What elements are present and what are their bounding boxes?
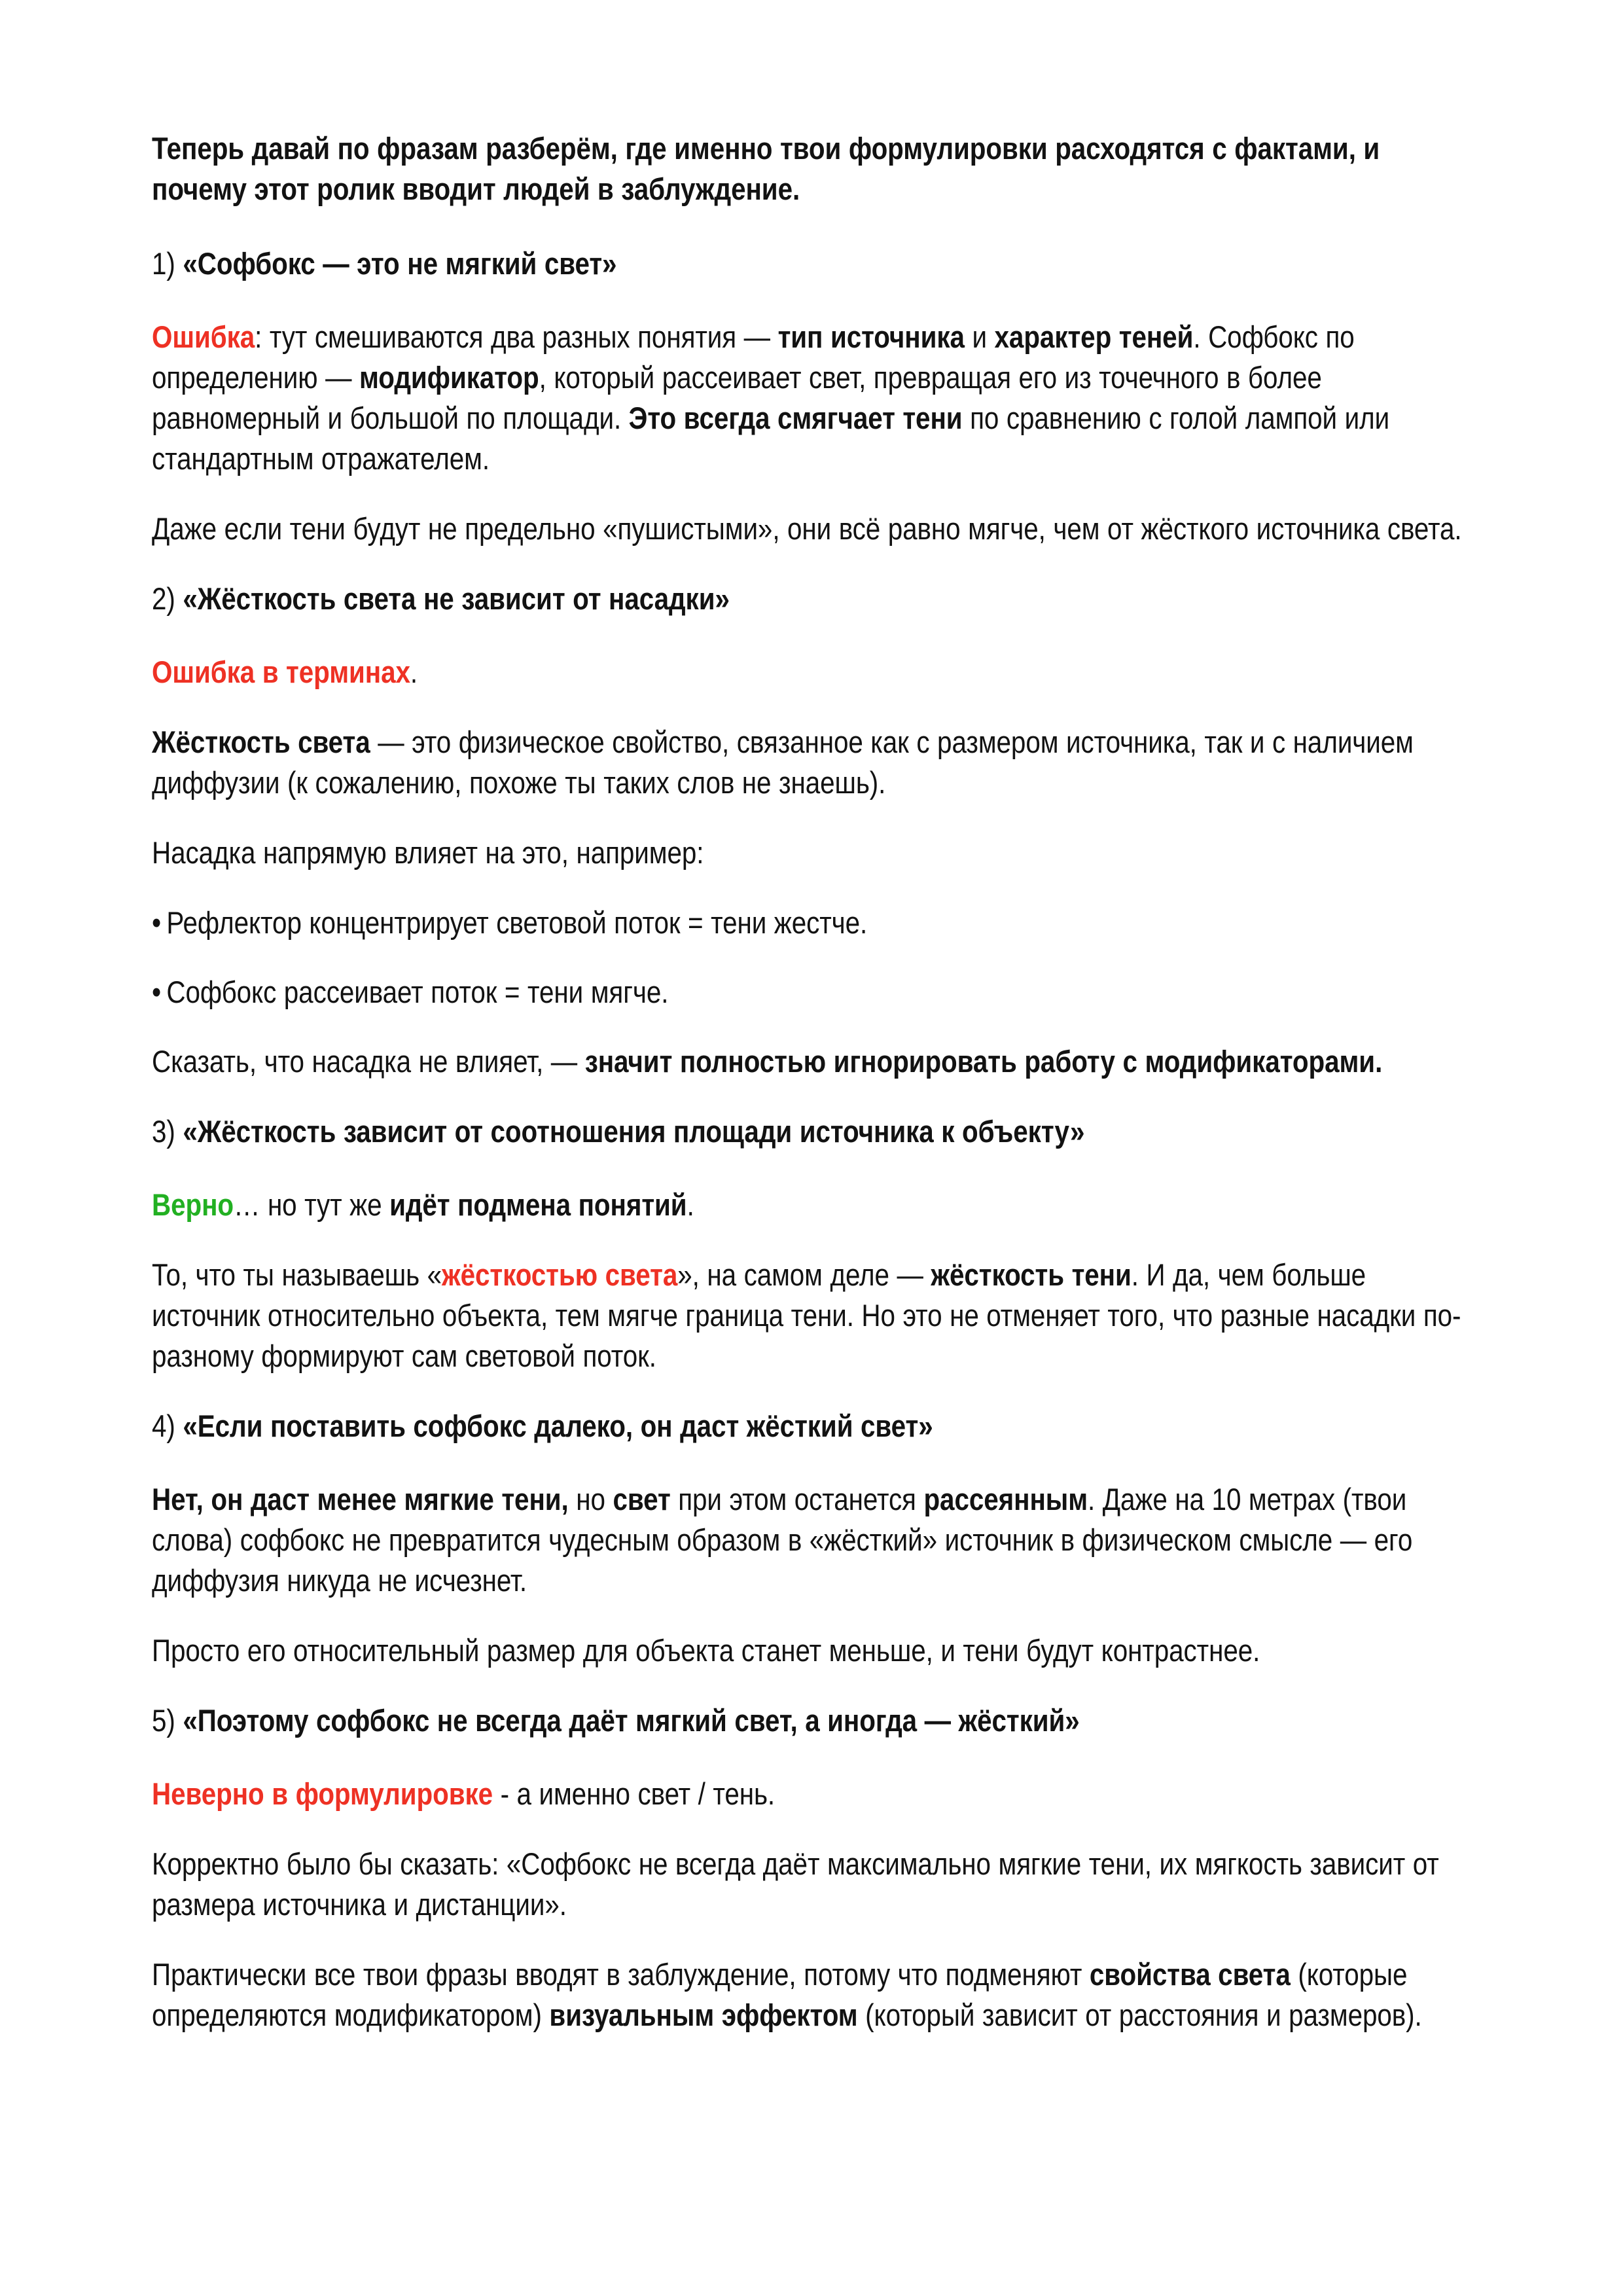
lead-text: Теперь давай по фразам разберём, где именно твои формулировки расходятся с фактами, и почему этот ролик вводит людей в заблуждение. <box>152 131 1380 206</box>
p2b-bold1: Жёсткость света <box>152 725 370 759</box>
p1a-bold2: характер теней <box>994 319 1194 354</box>
p1a-bold4: Это всегда смягчает тени <box>628 401 963 435</box>
p2a-period: . <box>410 655 418 689</box>
p4a-seg2: при этом останется <box>670 1482 924 1516</box>
p2b-seg1: — это физическое свойство, связанное как с размером источника, так и с наличием диффузии (к сожалению, похоже ты таких слов не знаешь). <box>152 725 1414 800</box>
section-2-error-line <box>152 652 1472 692</box>
correct-label-3: Верно <box>152 1187 234 1222</box>
section-3-number: 3) <box>152 1114 183 1149</box>
section-2-paragraph-c <box>152 833 1472 873</box>
error-label-1: Ошибка <box>152 319 255 354</box>
section-5-error-line <box>152 1774 1472 1814</box>
p1a-seg2: и <box>964 319 995 354</box>
error-label-2: Ошибка в терминах <box>152 655 410 689</box>
p5c-seg2: (которые определяются модификатором) <box>152 1957 1408 2032</box>
section-3-quote-open: « <box>183 1114 198 1149</box>
p3a-bold1: идёт подмена понятий <box>389 1187 687 1222</box>
section-1-paragraph-a <box>152 317 1472 479</box>
p4a-seg3: . Даже на 10 метрах (твои слова) софбокс не превратится чудесным образом в «жёсткий» источник в физическом смысле — его диффузия никуда не исчезнет. <box>152 1482 1413 1598</box>
section-2-heading <box>152 579 1472 619</box>
p3b-red1: жёсткостью света <box>442 1257 678 1292</box>
section-5-paragraph-b <box>152 1844 1472 1925</box>
error-label-5: Неверно в формулировке <box>152 1776 493 1811</box>
section-3-heading <box>152 1111 1472 1152</box>
section-1-quote-close: » <box>602 246 617 281</box>
lead-paragraph <box>152 128 1472 209</box>
p3a-seg1: … но тут же <box>234 1187 390 1222</box>
section-5-title: Поэтому софбокс не всегда даёт мягкий свет, а иногда — жёсткий <box>197 1703 1065 1738</box>
bullet-text-1: Рефлектор концентрирует световой поток = тени жестче. <box>166 905 868 940</box>
section-1-quote-open: « <box>183 246 198 281</box>
section-4-title: Если поставить софбокс далеко, он даст жёсткий свет <box>197 1408 919 1443</box>
bullet-text-2: Софбокс рассеивает поток = тени мягче. <box>166 975 669 1009</box>
section-2-quote-close: » <box>715 581 730 616</box>
p3b-seg2: », на самом деле — <box>677 1257 931 1292</box>
p3b-seg1: То, что ты называешь « <box>152 1257 442 1292</box>
p5c-bold1: свойства света <box>1089 1957 1291 1992</box>
p1b-text: Даже если тени будут не предельно «пушистыми», они всё равно мягче, чем от жёсткого источника света. <box>152 511 1462 546</box>
section-5-quote-open: « <box>183 1703 198 1738</box>
section-4-quote-open: « <box>183 1408 198 1443</box>
section-4-quote-close: » <box>918 1408 933 1443</box>
section-1-number: 1) <box>152 246 183 281</box>
p5c-bold2: визуальным эффектом <box>549 1998 858 2032</box>
document-body <box>152 128 1472 2065</box>
p4a-bold2: свет <box>613 1482 671 1516</box>
p5b-text: Корректно было бы сказать: «Софбокс не всегда даёт максимально мягкие тени, их мягкость зависит от размера источника и дистанции». <box>152 1846 1439 1922</box>
p1a-seg1: : тут смешиваются два разных понятия — <box>255 319 778 354</box>
p3b-seg3: . И да, чем больше источник относительно объекта, тем мягче граница тени. Но это не отменяет того, что разные насадки по-разному формируют сам световой поток. <box>152 1257 1461 1373</box>
section-1-paragraph-b <box>152 509 1472 549</box>
section-1-heading <box>152 243 1472 284</box>
p5c-seg1: Практически все твои фразы вводят в заблуждение, потому что подменяют <box>152 1957 1090 1992</box>
p1a-bold3: модификатор <box>359 360 539 395</box>
p1a-seg4: , который рассеивает свет, превращая его из точечного в более равномерный и большой по площади. <box>152 360 1322 435</box>
p2d-bold1: значит полностью игнорировать работу с модификаторами. <box>584 1044 1383 1079</box>
section-2-title: Жёсткость света не зависит от насадки <box>197 581 715 616</box>
bullet-marker-icon: • <box>152 905 162 940</box>
section-5-number: 5) <box>152 1703 183 1738</box>
section-2-number: 2) <box>152 581 183 616</box>
section-5-quote-close: » <box>1065 1703 1080 1738</box>
p2c-text: Насадка напрямую влияет на это, например: <box>152 835 704 870</box>
section-2-paragraph-b <box>152 722 1472 803</box>
section-3-verdict-line <box>152 1185 1472 1225</box>
section-2-paragraph-d <box>152 1041 1472 1082</box>
section-5-heading <box>152 1700 1472 1741</box>
p5a-seg1: - а именно свет / тень. <box>492 1776 776 1811</box>
list-item <box>152 903 1472 943</box>
p5c-seg3: (который зависит от расстояния и размеров). <box>857 1998 1422 2032</box>
section-2-quote-open: « <box>183 581 198 616</box>
section-5-paragraph-c <box>152 1954 1472 2036</box>
p1a-seg5: по сравнению с голой лампой или стандартным отражателем. <box>152 401 1390 476</box>
section-3-quote-close: » <box>1069 1114 1085 1149</box>
section-3-title: Жёсткость зависит от соотношения площади источника к объекту <box>197 1114 1070 1149</box>
p2d-seg1: Сказать, что насадка не влияет, — <box>152 1044 585 1079</box>
section-4-heading <box>152 1406 1472 1446</box>
p1a-seg3: . Софбокс по определению — <box>152 319 1355 395</box>
p3a-seg2: . <box>687 1187 694 1222</box>
p4b-text: Просто его относительный размер для объекта станет меньше, и тени будут контрастнее. <box>152 1633 1260 1668</box>
p4a-bold1: Нет, он даст менее мягкие тени, <box>152 1482 569 1516</box>
p4a-seg1: но <box>568 1482 613 1516</box>
p4a-bold3: рассеянным <box>923 1482 1088 1516</box>
section-1-title: Софбокс — это не мягкий свет <box>197 246 603 281</box>
section-3-paragraph-b <box>152 1255 1472 1376</box>
list-item <box>152 972 1472 1013</box>
section-4-paragraph-b <box>152 1630 1472 1671</box>
p1a-bold1: тип источника <box>777 319 965 354</box>
p3b-bold1: жёсткость тени <box>931 1257 1132 1292</box>
section-4-paragraph-a <box>152 1479 1472 1601</box>
section-4-number: 4) <box>152 1408 183 1443</box>
bullet-marker-icon: • <box>152 975 162 1009</box>
